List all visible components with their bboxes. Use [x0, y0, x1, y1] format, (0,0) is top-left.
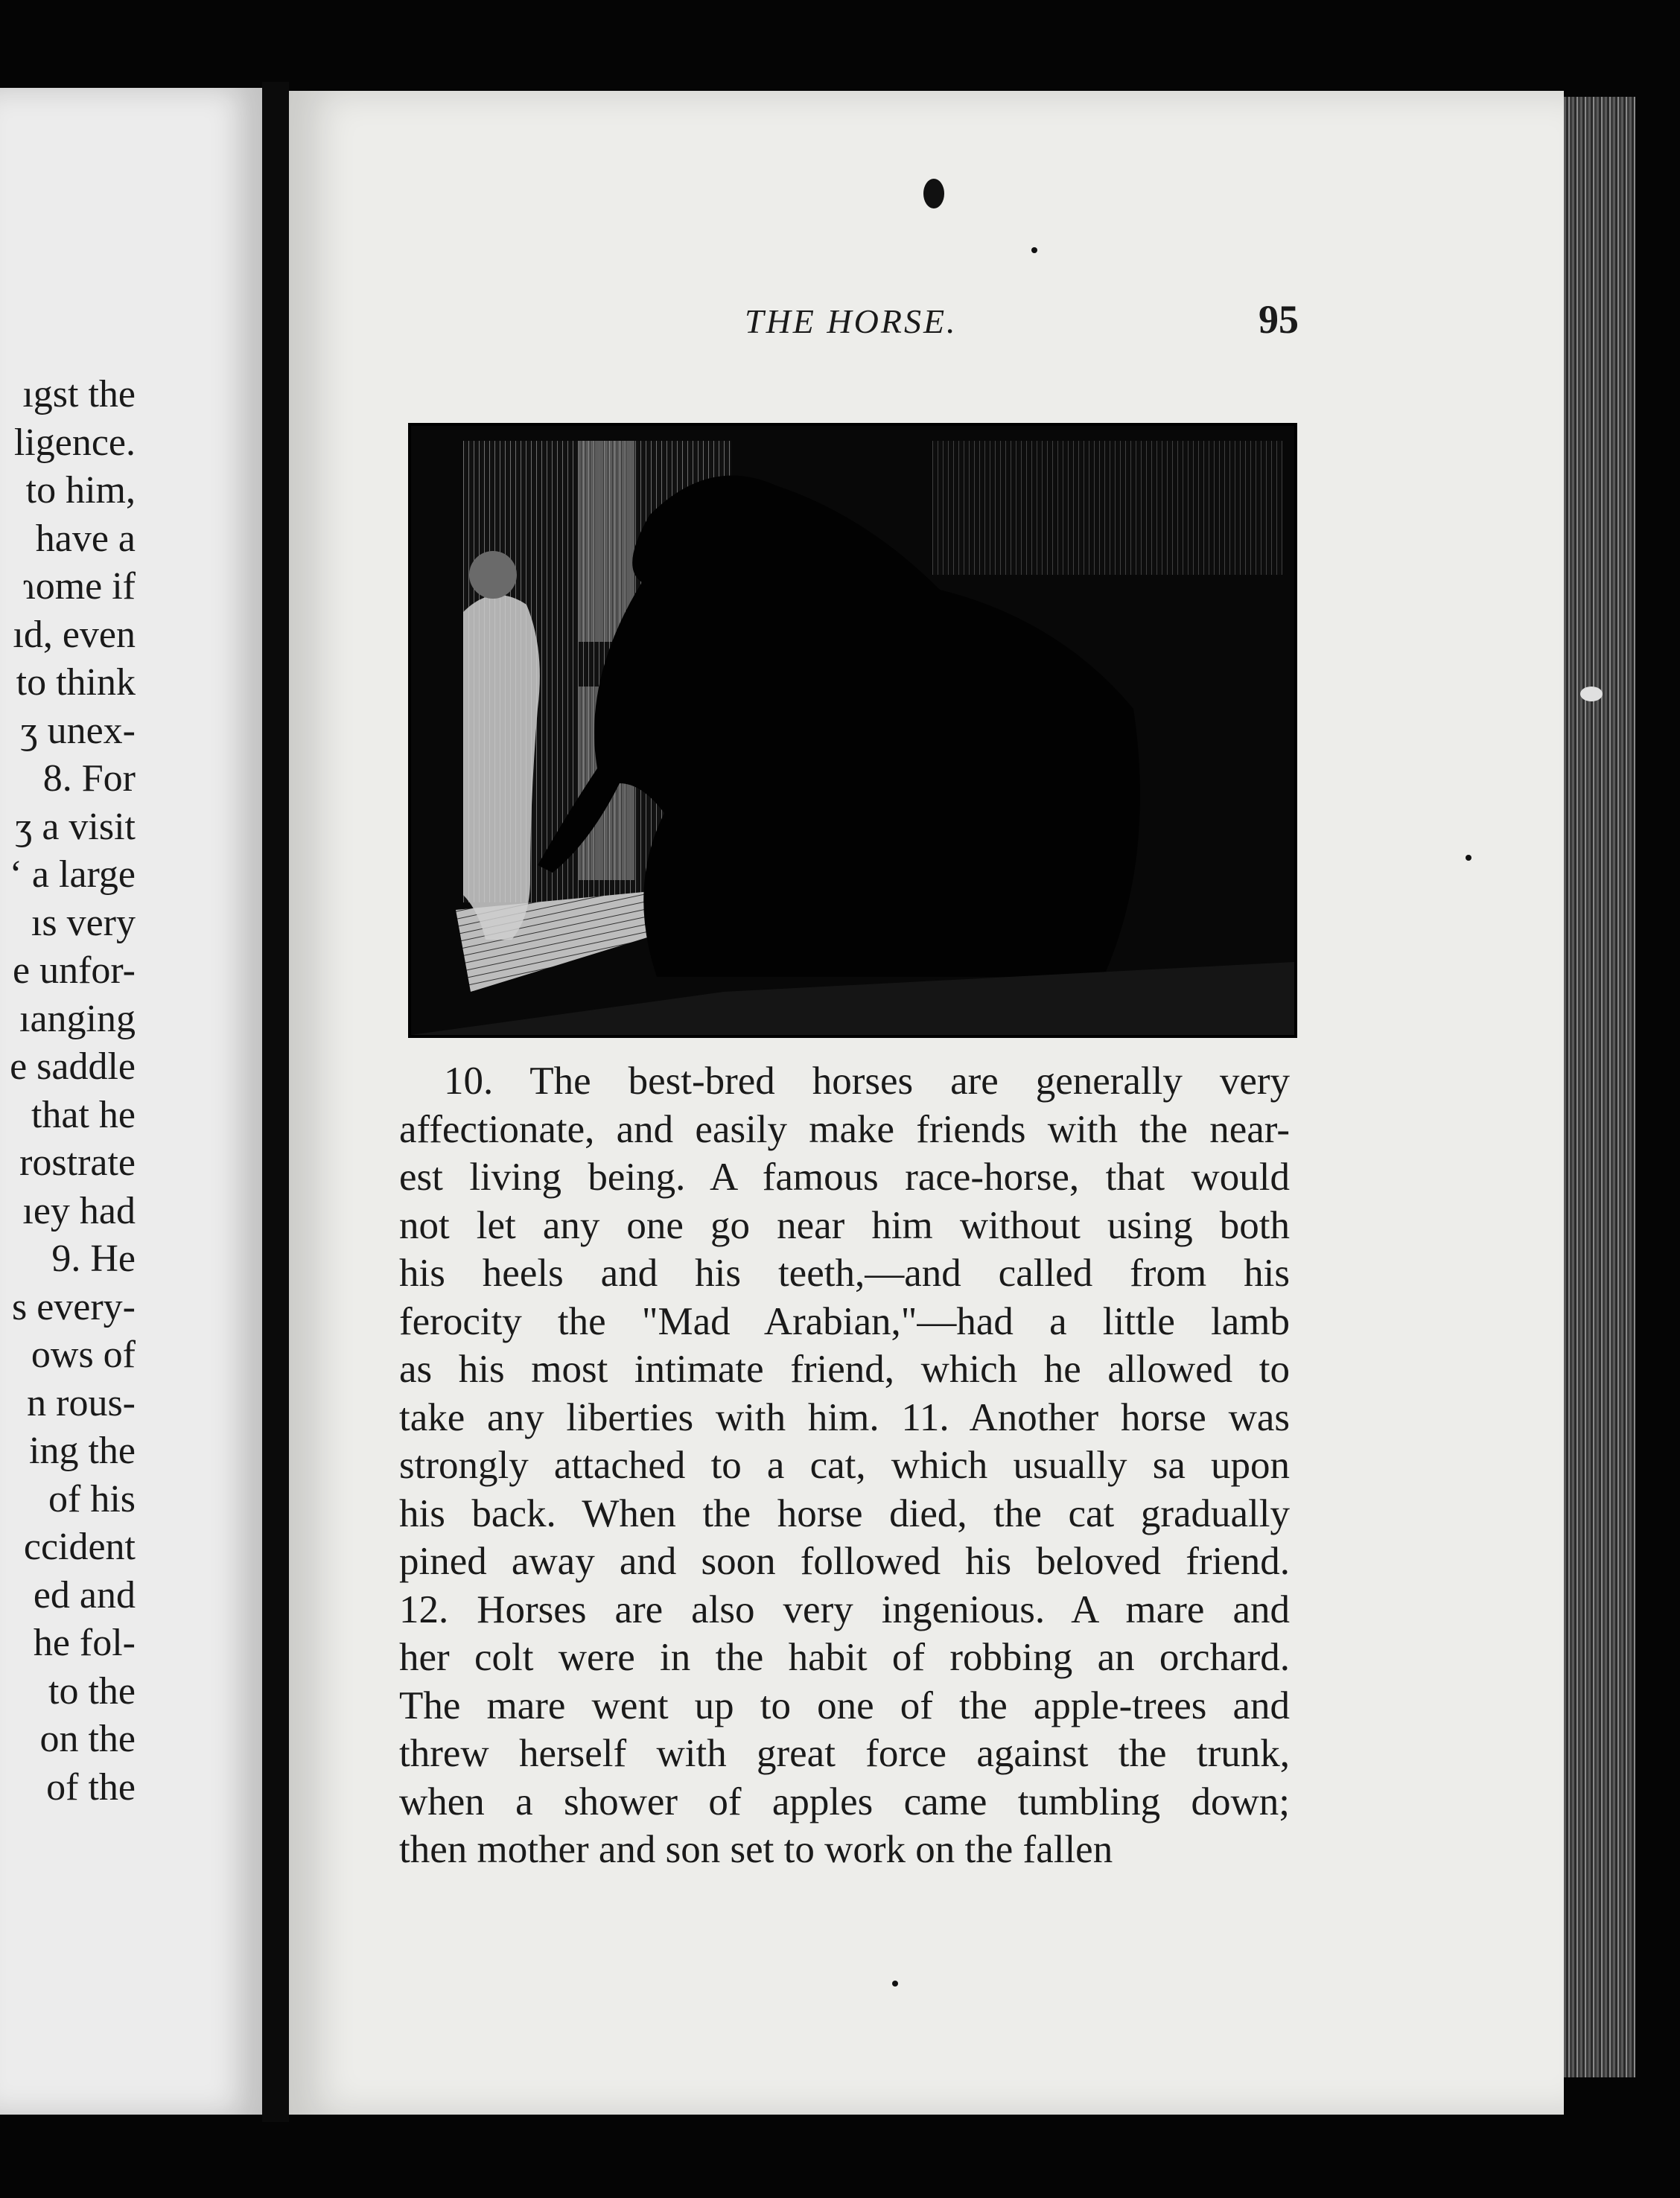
- left-page-line: have a: [35, 517, 136, 560]
- horse-engraving-illustration: [408, 423, 1297, 1038]
- dust-speck: [1031, 247, 1037, 253]
- dust-speck: [923, 179, 944, 208]
- body-text-line: 10. The best-bred horses are generally very: [444, 1060, 1290, 1103]
- page-number: 95: [1259, 297, 1299, 342]
- body-text-line: as his most intimate friend, which he allowed to: [399, 1348, 1290, 1391]
- left-page-line: s every-: [11, 1285, 136, 1328]
- page-edges: [1564, 97, 1635, 2077]
- left-page-line: ows of: [31, 1334, 136, 1376]
- engraving-image: [411, 426, 1294, 1035]
- left-page-line: ıd, even: [13, 613, 136, 656]
- body-text-line: threw herself with great force against the trunk,: [399, 1732, 1290, 1775]
- running-head: THE HORSE.: [745, 302, 958, 340]
- left-page-line: ing the: [29, 1430, 136, 1472]
- body-text-line: est living being. A famous race-horse, that would: [399, 1156, 1290, 1199]
- left-page-line: ligence.: [13, 421, 136, 464]
- left-page-line: ıanging: [19, 997, 136, 1040]
- book-gutter: [262, 82, 289, 2122]
- left-page-line: 9. He: [51, 1237, 136, 1280]
- left-page-line: rostrate: [19, 1141, 136, 1184]
- body-text-line: 12. Horses are also very ingenious. A mare and: [399, 1587, 1290, 1631]
- body-text-line: when a shower of apples came tumbling down;: [399, 1780, 1290, 1823]
- left-page-line: ʻ a large: [9, 853, 136, 896]
- body-text-line: his back. When the horse died, the cat gradually: [399, 1491, 1290, 1535]
- dust-speck: [1466, 855, 1471, 861]
- left-page-line: ʒ unex-: [20, 709, 136, 752]
- body-text-line: pined away and soon followed his beloved friend.: [399, 1540, 1290, 1583]
- body-text-line: The mare went up to one of the apple-trees and: [399, 1683, 1290, 1727]
- left-page-line: ccident: [23, 1526, 136, 1568]
- body-text-line: take any liberties with him. 11. Another horse was: [399, 1395, 1290, 1439]
- left-page-line: e unfor-: [13, 949, 136, 992]
- body-text: [399, 1057, 1290, 1874]
- left-page-line: n rous-: [27, 1381, 136, 1424]
- left-page-line: ıgst the: [22, 373, 136, 415]
- left-page-line: to him,: [25, 469, 136, 512]
- left-page-line: of the: [46, 1765, 136, 1809]
- body-text-line: strongly attached to a cat, which usually sa upon: [399, 1444, 1290, 1487]
- body-text-line: her colt were in the habit of robbing an orchard.: [399, 1636, 1290, 1679]
- left-page-line: to the: [48, 1669, 136, 1713]
- left-page-line: to think: [16, 661, 136, 704]
- left-page-line: on the: [39, 1718, 136, 1760]
- left-page-line: ed and: [33, 1573, 136, 1616]
- body-text-line: his heels and his teeth,—and called from his: [399, 1252, 1290, 1295]
- body-text-line: ferocity the "Mad Arabian,"—had a little lamb: [399, 1299, 1290, 1343]
- left-page-text: [0, 371, 136, 1812]
- left-page: [0, 88, 262, 2115]
- body-text-line: not let any one go near him without using both: [399, 1203, 1290, 1247]
- body-text-line: then mother and son set to work on the fallen: [399, 1828, 1113, 1871]
- left-page-line: ɿome if: [22, 565, 136, 608]
- dust-speck: [892, 1981, 898, 1987]
- left-page-line: 8. For: [42, 757, 136, 800]
- left-page-line: he fol-: [33, 1622, 136, 1664]
- body-text-line: affectionate, and easily make friends with the near-: [399, 1107, 1290, 1151]
- dust-speck: [1580, 687, 1603, 701]
- left-page-line: ʒ a visit: [15, 805, 136, 848]
- left-page-line: of his: [48, 1477, 136, 1520]
- left-page-line: e saddle: [10, 1045, 136, 1088]
- left-page-line: that he: [31, 1093, 136, 1136]
- left-page-line: ıey had: [22, 1189, 136, 1232]
- left-page-line: ıs very: [31, 901, 136, 944]
